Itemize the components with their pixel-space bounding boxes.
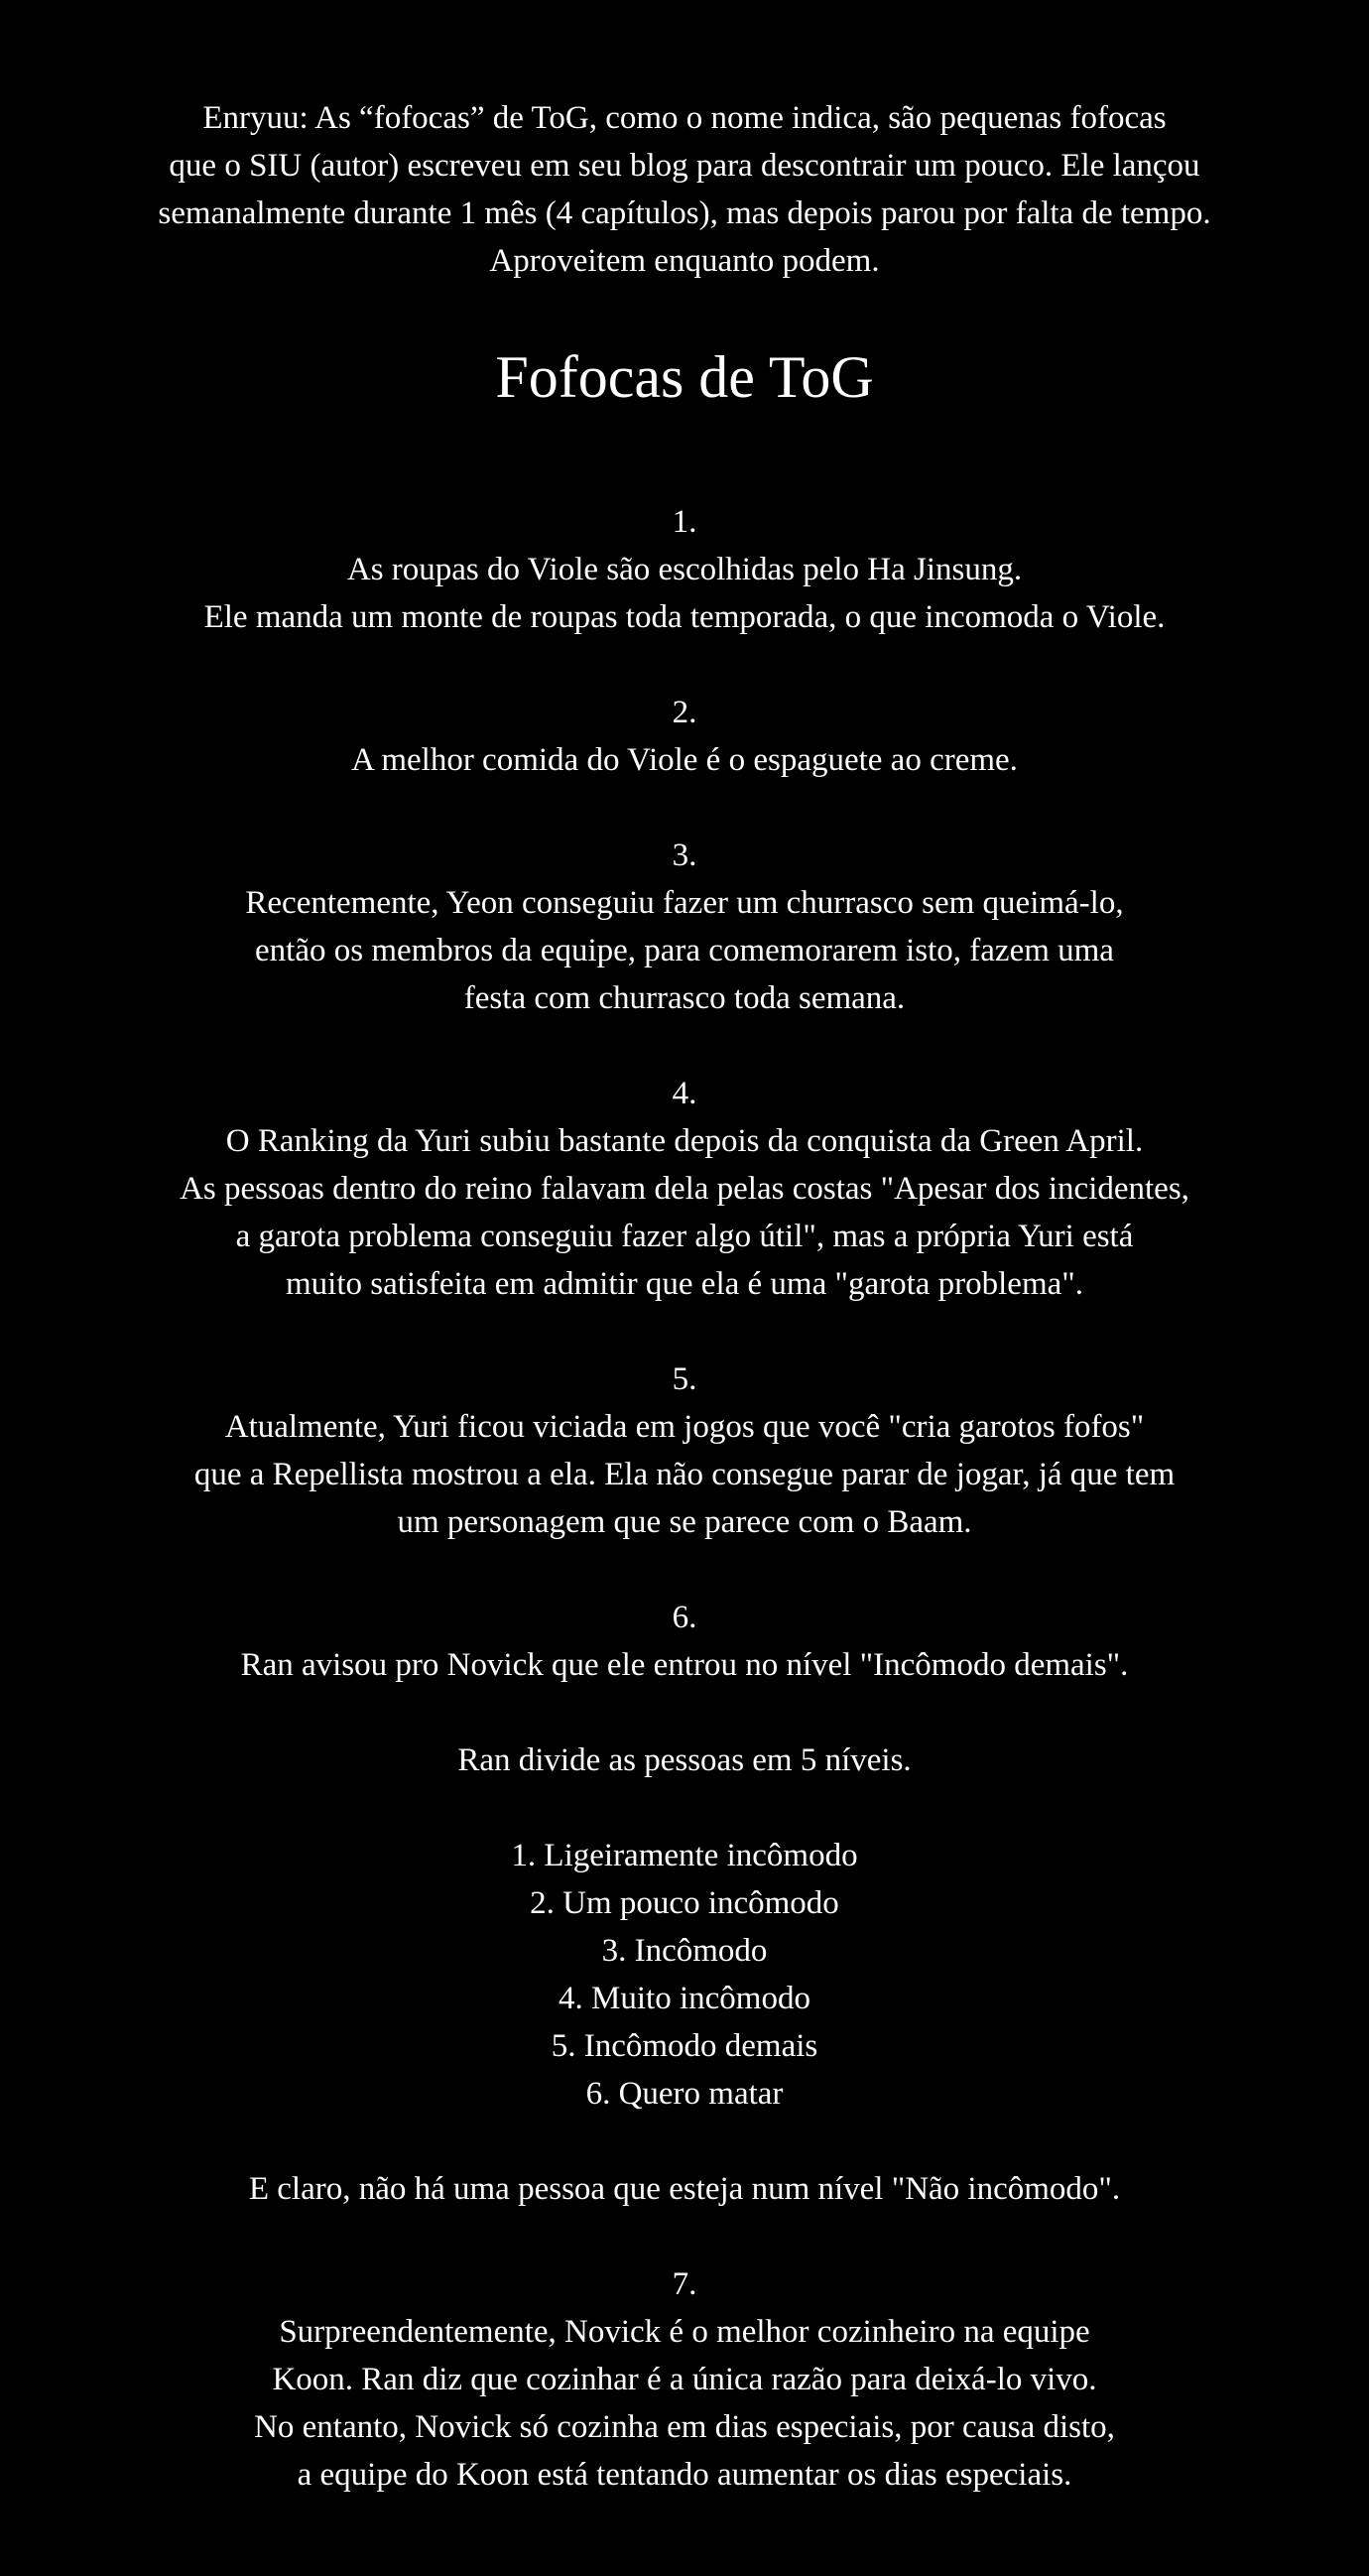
item-number: 6. (672, 1600, 697, 1635)
gossip-item-1 (0, 498, 1369, 641)
item-number: 1. (672, 504, 697, 540)
item-line: que a Repellista mostrou a ela. Ela não consegue parar de jogar, já que tem (193, 1457, 1176, 1492)
item-line: Koon. Ran diz que cozinhar é a única razão para deixá-lo vivo. (272, 2362, 1097, 2397)
levels-closing-line: E claro, não há uma pessoa que esteja num nível "Não incômodo". (248, 2171, 1121, 2207)
item-line: Ele manda um monte de roupas toda temporada, o que incomoda o Viole. (203, 599, 1166, 635)
level-item: 4. Muito incômodo (559, 1981, 810, 2016)
levels-list (0, 1832, 1369, 2118)
item-line: As roupas do Viole são escolhidas pelo Ha Jinsung. (346, 552, 1023, 587)
item-line: Ran avisou pro Novick que ele entrou no nível "Incômodo demais". (240, 1647, 1129, 1683)
level-item: 3. Incômodo (601, 1933, 768, 1969)
level-item: 5. Incômodo demais (551, 2028, 818, 2064)
page-title: Fofocas de ToG (495, 344, 874, 410)
level-item: 1. Ligeiramente incômodo (511, 1838, 858, 1873)
item-number: 3. (672, 837, 697, 873)
gossip-item-7 (0, 2260, 1369, 2499)
levels-closing (0, 2165, 1369, 2213)
item-line: A melhor comida do Viole é o espaguete ao creme. (351, 742, 1018, 778)
gossip-item-5 (0, 1355, 1369, 1546)
item-number: 5. (672, 1361, 697, 1397)
gossip-item-4 (0, 1070, 1369, 1308)
intro-line: Enryuu: As “fofocas” de ToG, como o nome indica, são pequenas fofocas (202, 100, 1167, 136)
item-line: a equipe do Koon está tentando aumentar os dias especiais. (297, 2457, 1072, 2493)
level-item: 2. Um pouco incômodo (530, 1885, 839, 1921)
intro-note (0, 94, 1369, 285)
gossip-item-2 (0, 689, 1369, 784)
item-line: Surpreendentemente, Novick é o melhor cozinheiro na equipe (279, 2314, 1090, 2350)
gossip-item-3 (0, 832, 1369, 1022)
item-line: Recentemente, Yeon conseguiu fazer um churrasco sem queimá-lo, (245, 885, 1124, 921)
intro-line: que o SIU (autor) escreveu em seu blog para descontrair um pouco. Ele lançou (169, 148, 1200, 184)
intro-line: Aproveitem enquanto podem. (489, 243, 880, 279)
item-line: festa com churrasco toda semana. (463, 980, 906, 1016)
level-item: 6. Quero matar (585, 2076, 784, 2112)
item-number: 2. (672, 695, 697, 730)
item-line: Atualmente, Yuri ficou viciada em jogos que você "cria garotos fofos" (224, 1409, 1145, 1445)
item-number: 7. (672, 2266, 697, 2302)
item-number: 4. (672, 1076, 697, 1111)
item-line: As pessoas dentro do reino falavam dela pelas costas "Apesar dos incidentes, (180, 1171, 1189, 1207)
intro-line: semanalmente durante 1 mês (4 capítulos), mas depois parou por falta de tempo. (158, 195, 1211, 231)
item-line: então os membros da equipe, para comemorarem isto, fazem uma (255, 933, 1114, 968)
levels-intro (0, 1737, 1369, 1784)
item-line: a garota problema conseguiu fazer algo útil", mas a própria Yuri está (235, 1219, 1134, 1254)
levels-intro-line: Ran divide as pessoas em 5 níveis. (457, 1742, 912, 1778)
gossip-item-6 (0, 1594, 1369, 1689)
item-line: No entanto, Novick só cozinha em dias especiais, por causa disto, (254, 2409, 1115, 2445)
item-line: um personagem que se parece com o Baam. (397, 1504, 972, 1540)
item-line: muito satisfeita em admitir que ela é uma "garota problema". (285, 1266, 1083, 1302)
item-line: O Ranking da Yuri subiu bastante depois da conquista da Green April. (225, 1123, 1144, 1159)
